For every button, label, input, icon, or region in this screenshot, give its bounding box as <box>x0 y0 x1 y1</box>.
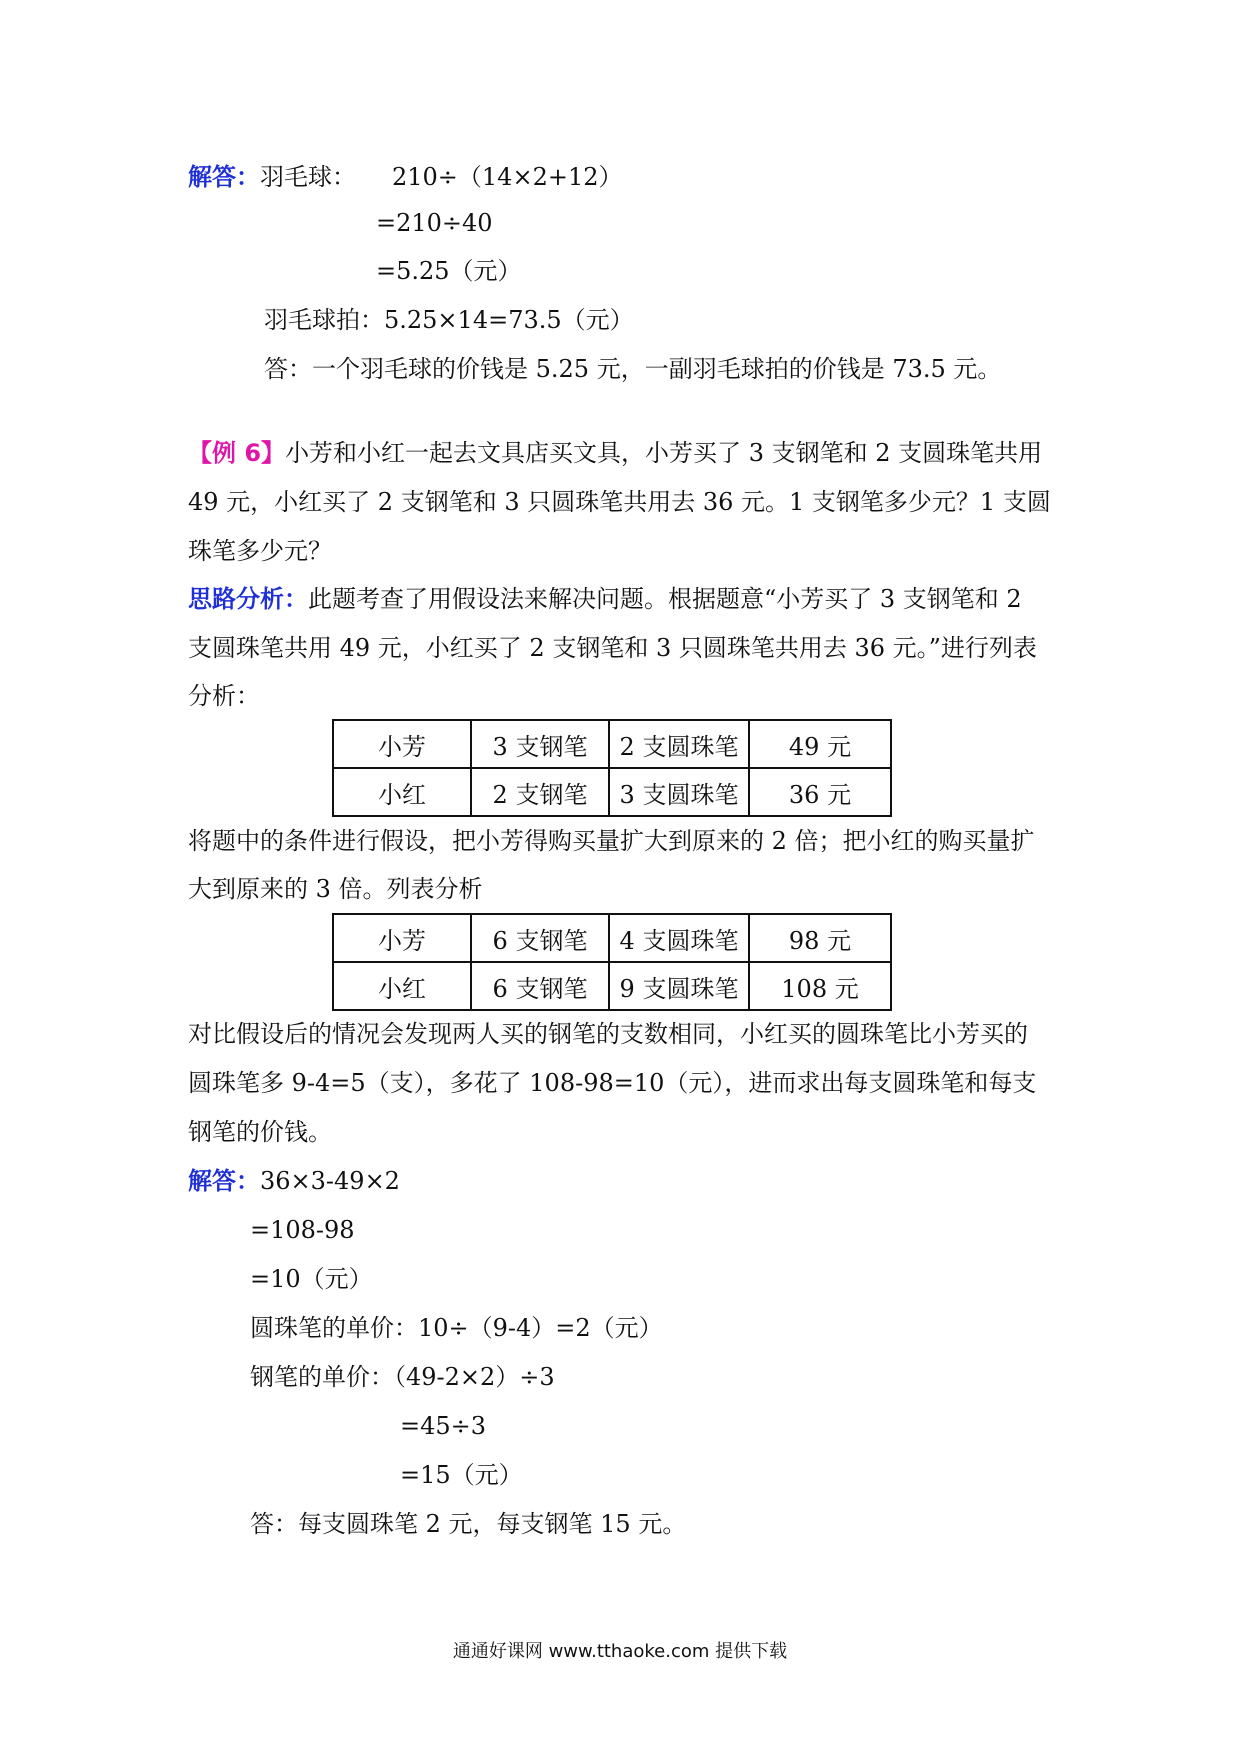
solution-5-line-4: 羽毛球拍：5.25×14=73.5（元） <box>264 306 634 334</box>
solution-6-answer: 答：每支圆珠笔 2 元，每支钢笔 15 元。 <box>250 1510 687 1538</box>
table-row <box>333 914 891 962</box>
table-cell: 2 支钢笔 <box>471 768 609 816</box>
solution-5-line-1 <box>188 162 622 192</box>
solution-6-line-7: =15（元） <box>400 1461 523 1489</box>
badminton-label: 羽毛球： <box>260 163 356 191</box>
table-row <box>333 720 891 768</box>
solution-5-answer: 答：一个羽毛球的价钱是 5.25 元，一副羽毛球拍的价钱是 73.5 元。 <box>264 355 1002 383</box>
analysis-label: 思路分析： <box>188 585 308 613</box>
table-row <box>333 768 891 816</box>
page-footer: 通通好课网 www.tthaoke.com 提供下载 <box>452 1641 788 1662</box>
analysis-line-8: 钢笔的价钱。 <box>188 1118 332 1146</box>
table-cell: 6 支钢笔 <box>471 962 609 1010</box>
table-cell: 108 元 <box>749 962 891 1010</box>
solution-6-line-5: 钢笔的单价：（49-2×2）÷3 <box>250 1363 555 1391</box>
analysis-line-6: 对比假设后的情况会发现两人买的钢笔的支数相同，小红买的圆珠笔比小芳买的 <box>188 1020 1028 1048</box>
table-cell: 小芳 <box>333 720 471 768</box>
example-6-line-2: 49 元，小红买了 2 支钢笔和 3 只圆珠笔共用去 36 元。1 支钢笔多少元？1 支圆 <box>188 488 1051 516</box>
analysis-line-3: 分析： <box>188 682 260 710</box>
solution-label: 解答： <box>188 163 260 191</box>
analysis-line-5: 大到原来的 3 倍。列表分析 <box>188 875 483 903</box>
analysis-line-1 <box>188 584 1022 614</box>
analysis-text-1: 此题考查了用假设法来解决问题。根据题意“小芳买了 3 支钢笔和 2 <box>308 585 1022 613</box>
solution-label: 解答： <box>188 1167 260 1195</box>
solution-5-line-3: =5.25（元） <box>376 257 522 285</box>
table-cell: 9 支圆珠笔 <box>609 962 749 1010</box>
table-row <box>333 962 891 1010</box>
analysis-line-7: 圆珠笔多 9-4=5（支），多花了 108-98=10（元），进而求出每支圆珠笔和每支 <box>188 1069 1037 1097</box>
table-cell: 3 支圆珠笔 <box>609 768 749 816</box>
table-cell: 49 元 <box>749 720 891 768</box>
example-6-line-1 <box>188 438 1042 468</box>
solution-6-line-1 <box>188 1166 400 1196</box>
solution-6-line-3: =10（元） <box>250 1265 373 1293</box>
solution-6-line-6: =45÷3 <box>400 1412 487 1440</box>
example-6-tag: 【例 6】 <box>188 439 286 467</box>
table-cell: 98 元 <box>749 914 891 962</box>
example-6-text-1: 小芳和小红一起去文具店买文具，小芳买了 3 支钢笔和 2 支圆珠笔共用 <box>285 439 1043 467</box>
table-cell: 3 支钢笔 <box>471 720 609 768</box>
example-6-line-3: 珠笔多少元？ <box>188 537 332 565</box>
badminton-expression: 210÷（14×2+12） <box>392 163 623 191</box>
table-cell: 小芳 <box>333 914 471 962</box>
analysis-line-4: 将题中的条件进行假设，把小芳得购买量扩大到原来的 2 倍；把小红的购买量扩 <box>188 827 1035 855</box>
solution-6-line-4: 圆珠笔的单价：10÷（9-4）=2（元） <box>250 1314 663 1342</box>
table-assumed <box>332 913 892 1011</box>
table-cell: 36 元 <box>749 768 891 816</box>
table-original <box>332 719 892 817</box>
solution-5-line-2: =210÷40 <box>376 209 493 237</box>
solution-6-expression: 36×3-49×2 <box>260 1167 400 1195</box>
table-cell: 6 支钢笔 <box>471 914 609 962</box>
solution-6-line-2: =108-98 <box>250 1216 355 1244</box>
table-cell: 小红 <box>333 962 471 1010</box>
table-cell: 2 支圆珠笔 <box>609 720 749 768</box>
table-cell: 小红 <box>333 768 471 816</box>
table-cell: 4 支圆珠笔 <box>609 914 749 962</box>
analysis-line-2: 支圆珠笔共用 49 元，小红买了 2 支钢笔和 3 只圆珠笔共用去 36 元。”进行列表 <box>188 634 1037 662</box>
